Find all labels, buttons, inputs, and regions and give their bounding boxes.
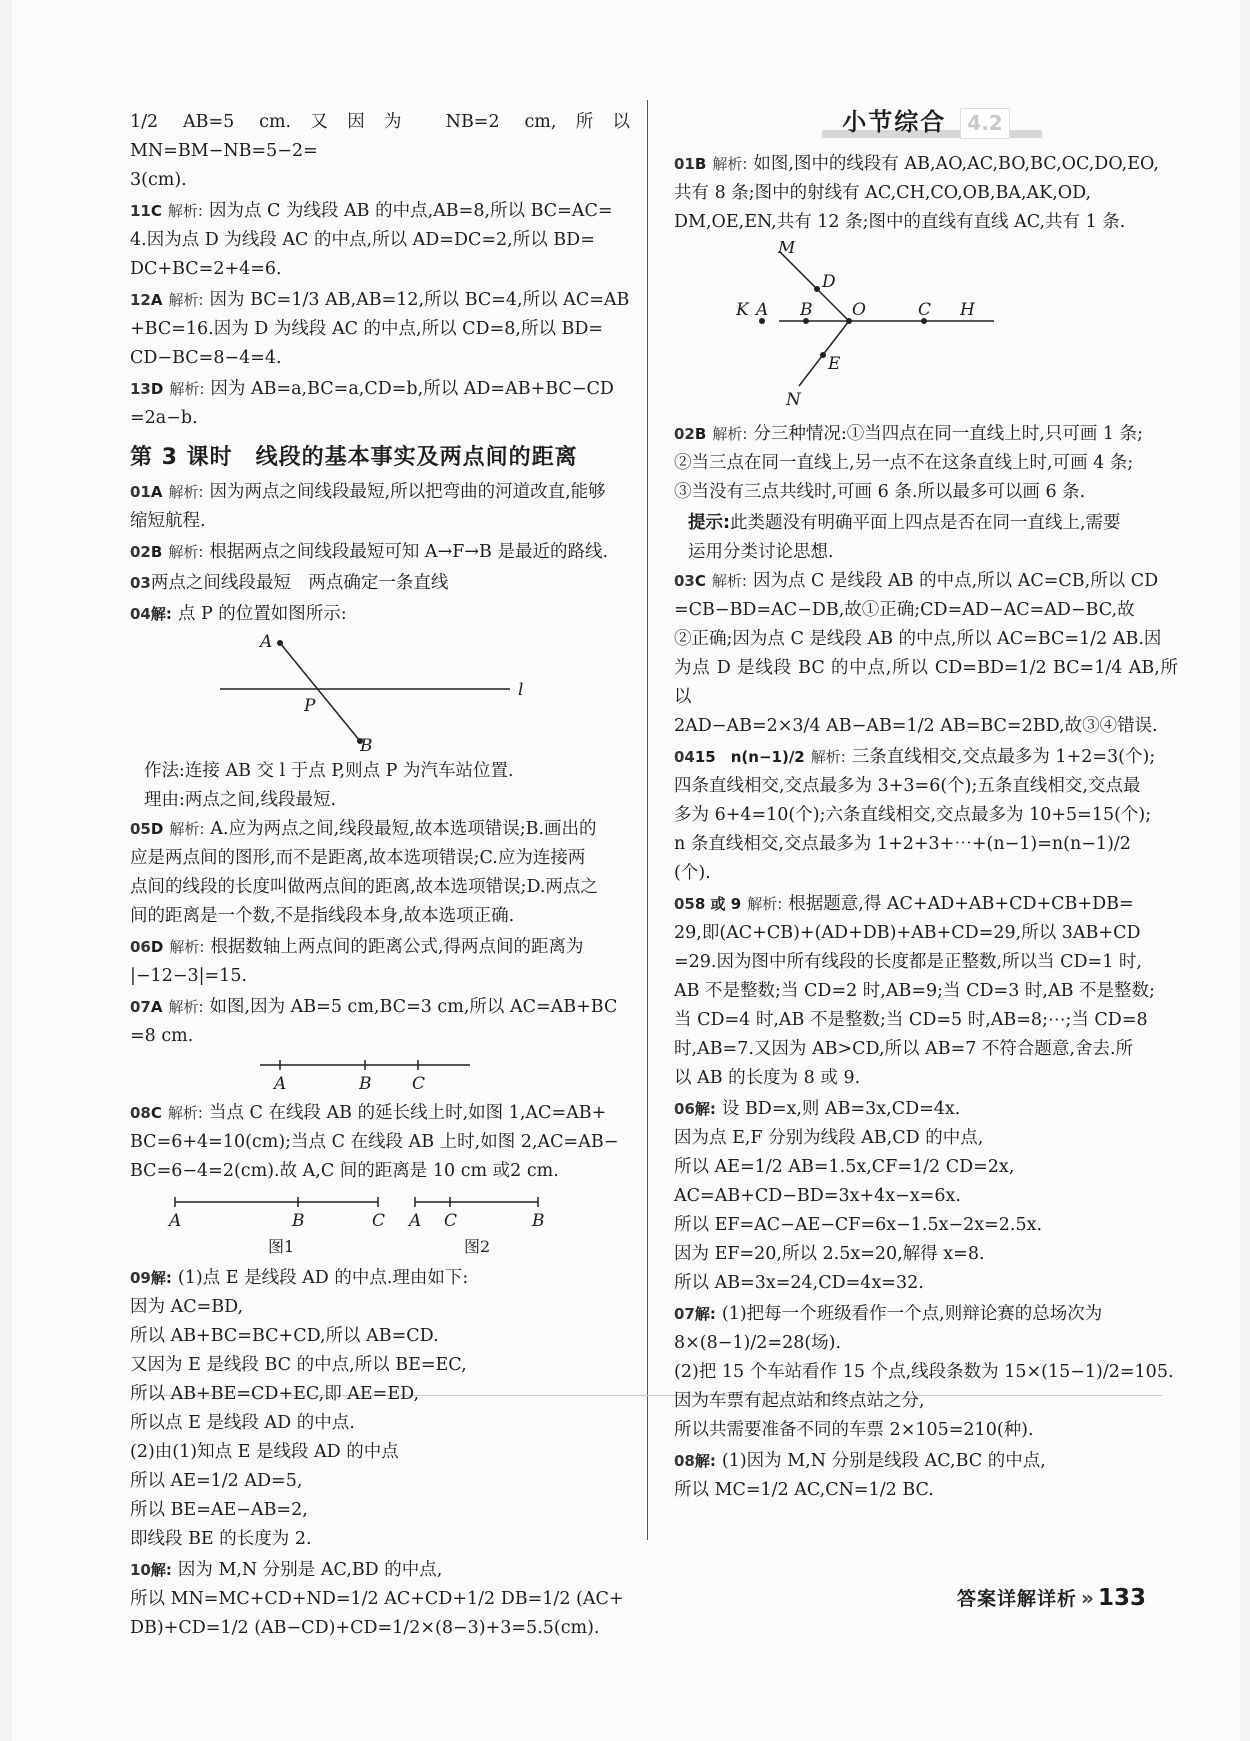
answer-item <box>674 150 1178 237</box>
item-line: 为点 D 是线段 BC 的中点,所以 CD=BD=1/2 BC=1/4 AB,所以 <box>674 658 1178 707</box>
item-line: 共有 8 条;图中的射线有 AC,CH,CO,OB,BA,AK,OD, <box>674 183 1092 203</box>
item-line: BC=6+4=10(cm);当点 C 在线段 AB 上时,如图 2,AC=AB− <box>130 1132 619 1152</box>
item-line: 即线段 BE 的长度为 2. <box>130 1529 312 1549</box>
item-answer: 解: <box>150 1269 172 1287</box>
answer-item <box>130 375 630 433</box>
item-line: DC+BC=2+4=6. <box>130 259 282 279</box>
item-line: 以 AB 的长度为 8 或 9. <box>674 1068 861 1088</box>
item-line: 因为两点之间线段最短,所以把弯曲的河道改直,能够 <box>209 482 606 502</box>
item-keyword: 解析: <box>747 895 783 913</box>
item-line: 根据数轴上两点间的距离公式,得两点间的距离为 <box>210 937 584 957</box>
label-a: A <box>260 633 273 652</box>
section-badge: 4.2 <box>960 108 1009 139</box>
figure-08 <box>130 1190 610 1260</box>
item-line: 2AD−AB=2×3/4 AB−AB=1/2 AB=BC=2BD,故③④错误. <box>674 716 1158 736</box>
answer-item <box>130 108 630 195</box>
item-line: 8×(8−1)/2=28(场). <box>674 1333 842 1353</box>
section-title: 小节综合 <box>842 108 947 136</box>
item-number: 01 <box>674 155 695 173</box>
item-answer: D <box>150 820 164 838</box>
answer-item <box>674 743 1178 888</box>
item-line: (个). <box>674 863 711 883</box>
segment-ab <box>280 643 360 741</box>
item-line: 分三种情况:①当四点在同一直线上时,只可画 1 条; <box>753 424 1143 444</box>
right-items-1 <box>674 150 1178 237</box>
item-line: 因为 AB=a,BC=a,CD=b,所以 AD=AB+BC−CD <box>210 379 614 399</box>
item-line: =CB−BD=AC−DB,故①正确;CD=AD−AC=AD−BC,故 <box>674 600 1135 620</box>
text-line: 作法:连接 AB 交 l 于点 P,则点 P 为汽车站位置. <box>144 761 514 781</box>
section-header <box>674 108 1178 142</box>
item-number: 13 <box>130 380 151 398</box>
label-c: C <box>412 1074 426 1094</box>
item-answer: D <box>150 380 164 398</box>
item-line: ②当三点在同一直线上,另一点不在这条直线上时,可画 4 条; <box>674 453 1134 473</box>
item-number: 06 <box>674 1100 695 1118</box>
item-line: 如图,图中的线段有 AB,AO,AC,BO,BC,OC,DO,EO, <box>753 154 1159 174</box>
label-m: M <box>778 241 796 258</box>
item-answer: 解: <box>694 1305 716 1323</box>
item-answer: 15 n(n−1)/2 <box>694 748 805 766</box>
item-answer: D <box>150 938 164 956</box>
item-line: 间的距离是一个数,不是指线段本身,故本选项正确. <box>130 906 515 926</box>
item-line: 两点之间线段最短 两点确定一条直线 <box>150 573 449 593</box>
ray-od <box>779 251 849 321</box>
item-keyword: 解析: <box>712 425 748 443</box>
item-answer: B <box>150 543 163 561</box>
left-items-4 <box>130 815 630 1051</box>
item-keyword: 解析: <box>167 202 203 220</box>
item-line: 所以 MN=MC+CD+ND=1/2 AC+CD+1/2 DB=1/2 (AC+ <box>130 1589 624 1609</box>
item-line: 因为 M,N 分别是 AC,BD 的中点, <box>177 1560 443 1580</box>
item-line: 所以 AB+BC=BC+CD,所以 AB=CD. <box>130 1326 439 1346</box>
page-footer <box>957 1584 1146 1611</box>
item-line: (1)把每一个班级看作一个点,则辩论赛的总场次为 <box>721 1304 1103 1324</box>
answer-item <box>130 538 630 567</box>
item-line: 当 CD=4 时,AB 不是整数;当 CD=5 时,AB=8;⋯;当 CD=8 <box>674 1010 1148 1030</box>
item-line: 如图,因为 AB=5 cm,BC=3 cm,所以 AC=AB+BC <box>209 997 618 1017</box>
item-line: 根据两点之间线段最短可知 A→F→B 是最近的路线. <box>209 542 609 562</box>
answer-item <box>130 569 630 598</box>
answer-item <box>674 567 1178 741</box>
figure-01 <box>674 241 1174 416</box>
item-number: 07 <box>130 998 151 1016</box>
item-line: 3(cm). <box>130 170 187 190</box>
page <box>12 0 1240 1741</box>
item-keyword: 解析: <box>168 291 204 309</box>
label-o: O <box>852 300 866 320</box>
label-c: C <box>918 300 932 320</box>
item-answer: B <box>694 155 707 173</box>
item-keyword: 解析: <box>169 820 205 838</box>
item-answer: 8 或 9 <box>694 895 742 913</box>
answer-item <box>130 600 630 629</box>
item-keyword: 解析: <box>712 155 748 173</box>
left-items-2 <box>130 478 630 629</box>
item-line: 又因为 E 是线段 BC 的中点,所以 BE=EC, <box>130 1355 467 1375</box>
column-divider <box>647 100 648 1540</box>
answer-item <box>674 1300 1178 1445</box>
item-number: 05 <box>674 895 695 913</box>
label-b: B <box>800 300 813 320</box>
item-line: 所以 AE=1/2 AB=1.5x,CF=1/2 CD=2x, <box>674 1157 1015 1177</box>
answer-item <box>130 933 630 991</box>
item-line: 所以共需要准备不同的车票 2×105=210(种). <box>674 1420 1034 1440</box>
item-line: 所以 AB+BE=CD+EC,即 AE=ED, <box>130 1384 420 1404</box>
item-line: 所以 EF=AC−AE−CF=6x−1.5x−2x=2.5x. <box>674 1215 1043 1235</box>
item-number: 02 <box>130 543 151 561</box>
item-line: 所以 AE=1/2 AD=5, <box>130 1471 303 1491</box>
item-line: 四条直线相交,交点最多为 3+3=6(个);五条直线相交,交点最 <box>674 776 1141 796</box>
answer-item <box>674 890 1178 1093</box>
item-line: 所以 BE=AE−AB=2, <box>130 1500 308 1520</box>
item-line: n 条直线相交,交点最多为 1+2+3+⋯+(n−1)=n(n−1)/2 <box>674 834 1131 854</box>
item-number: 03 <box>130 574 151 592</box>
footer-label: 答案详解详析 <box>957 1588 1078 1610</box>
label-k: K <box>736 300 749 320</box>
answer-item <box>130 1099 630 1186</box>
item-line: |−12−3|=15. <box>130 966 248 986</box>
item-line: DB)+CD=1/2 (AB−CD)+CD=1/2×(8−3)+3=5.5(cm). <box>130 1618 600 1638</box>
answer-item <box>130 993 630 1051</box>
item-keyword: 解析: <box>169 380 205 398</box>
answer-item <box>130 478 630 536</box>
label-h: H <box>960 300 975 320</box>
fig2-label-c: C <box>444 1211 458 1231</box>
item-number: 11 <box>130 202 151 220</box>
item-line: 1/2 AB=5 cm.又因为 NB=2 cm,所以 MN=BM−NB=5−2= <box>130 112 630 161</box>
tip-box <box>674 509 1178 567</box>
label-b: B <box>359 1074 372 1094</box>
item-line: =29.因为图中所有线段的长度都是正整数,所以当 CD=1 时, <box>674 952 1142 972</box>
fig1-caption: 图1 <box>268 1237 295 1256</box>
item-line: 根据题意,得 AC+AD+AB+CD+CB+DB= <box>788 894 1134 914</box>
answer-item <box>130 197 630 284</box>
item-line: +BC=16.因为 D 为线段 AC 的中点,所以 CD=8,所以 BD= <box>130 319 604 339</box>
item-line: 点间的线段的长度叫做两点间的距离,故本选项错误;D.两点之 <box>130 877 598 897</box>
item-line: =8 cm. <box>130 1026 194 1046</box>
fig2-label-b: B <box>532 1211 545 1231</box>
item-line: 因为点 E,F 分别为线段 AB,CD 的中点, <box>674 1128 984 1148</box>
item-line: 时,AB=7.又因为 AB>CD,所以 AB=7 不符合题意,舍去.所 <box>674 1039 1134 1059</box>
item-answer: C <box>150 202 162 220</box>
item-line: DM,OE,EN,共有 12 条;图中的直线有直线 AC,共有 1 条. <box>674 212 1126 232</box>
item-answer: B <box>694 425 707 443</box>
label-e: E <box>828 354 841 374</box>
label-p: P <box>304 696 316 716</box>
item-number: 06 <box>130 938 151 956</box>
right-column <box>674 108 1178 1507</box>
item-answer: 解: <box>150 1561 172 1579</box>
left-items-1 <box>130 108 630 433</box>
page-number: 133 <box>1097 1585 1146 1611</box>
item-line: (2)由(1)知点 E 是线段 AD 的中点 <box>130 1442 399 1462</box>
fig2-label-a: A <box>409 1211 422 1231</box>
footer-arrow-icon: » <box>1081 1586 1094 1610</box>
item-answer: C <box>694 572 706 590</box>
point-a <box>277 640 283 646</box>
item-line: ③当没有三点共线时,可画 6 条.所以最多可以画 6 条. <box>674 482 1086 502</box>
item-number: 01 <box>130 483 151 501</box>
item-keyword: 解析: <box>711 572 747 590</box>
item-answer: A <box>150 483 163 501</box>
item-line: 三条直线相交,交点最多为 1+2=3(个); <box>851 747 1156 767</box>
answer-item <box>130 1264 630 1554</box>
left-column <box>130 108 630 1645</box>
item-number: 12 <box>130 291 151 309</box>
item-line: 因为 BC=1/3 AB,AB=12,所以 BC=4,所以 AC=AB <box>209 290 630 310</box>
item-answer: 解: <box>150 605 172 623</box>
item-line: 29,即(AC+CB)+(AD+DB)+AB+CD=29,所以 3AB+CD <box>674 923 1141 943</box>
item-number: 10 <box>130 1561 151 1579</box>
label-b: B <box>360 736 373 753</box>
left-items-5 <box>130 1099 630 1186</box>
item-line: =2a−b. <box>130 408 198 428</box>
tip-label: 提示: <box>688 513 730 533</box>
item-answer: C <box>150 1104 162 1122</box>
fig2-caption: 图2 <box>464 1237 491 1256</box>
answer-item <box>674 420 1178 507</box>
item-line: 因为点 C 是线段 AB 的中点,所以 AC=CB,所以 CD <box>752 571 1159 591</box>
item-keyword: 解析: <box>168 543 204 561</box>
item-line: 当点 C 在线段 AB 的延长线上时,如图 1,AC=AB+ <box>208 1103 607 1123</box>
tip-line-1: 此类题没有明确平面上四点是否在同一直线上,需要 <box>730 513 1121 533</box>
label-a: A <box>756 300 769 320</box>
item-line: (1)因为 M,N 分别是线段 AC,BC 的中点, <box>721 1451 1046 1471</box>
item-line: 应是两点间的图形,而不是距离,故本选项错误;C.应为连接两 <box>130 848 586 868</box>
item-number: 04 <box>674 748 695 766</box>
text-line: 理由:两点之间,线段最短. <box>144 790 337 810</box>
item-number: 05 <box>130 820 151 838</box>
item-line: 因为 EF=20,所以 2.5x=20,解得 x=8. <box>674 1244 985 1264</box>
item-line: BC=6−4=2(cm).故 A,C 间的距离是 10 cm 或2 cm. <box>130 1161 559 1181</box>
label-n: N <box>786 390 801 410</box>
item-line: 4.因为点 D 为线段 AC 的中点,所以 AD=DC=2,所以 BD= <box>130 230 595 250</box>
item-line: ②正确;因为点 C 是线段 AB 的中点,所以 AC=BC=1/2 AB.因 <box>674 629 1162 649</box>
item-number: 07 <box>674 1305 695 1323</box>
left-items-3 <box>130 757 630 815</box>
right-items-2 <box>674 420 1178 507</box>
item-number: 03 <box>674 572 695 590</box>
item-line: 所以点 E 是线段 AD 的中点. <box>130 1413 355 1433</box>
item-keyword: 解析: <box>168 998 204 1016</box>
lesson-title: 第 3 课时 线段的基本事实及两点间的距离 <box>130 445 578 470</box>
item-keyword: 解析: <box>167 1104 203 1122</box>
point-e <box>820 352 826 358</box>
item-answer: 解: <box>694 1452 716 1470</box>
label-a: A <box>274 1074 287 1094</box>
label-d: D <box>822 272 836 292</box>
item-keyword: 解析: <box>810 748 846 766</box>
item-answer: 解: <box>694 1100 716 1118</box>
label-l: l <box>518 680 524 700</box>
item-line: (1)点 E 是线段 AD 的中点.理由如下: <box>177 1268 469 1288</box>
item-line: (2)把 15 个车站看作 15 个点,线段条数为 15×(15−1)/2=105. <box>674 1362 1174 1382</box>
item-line: AB 不是整数;当 CD=2 时,AB=9;当 CD=3 时,AB 不是整数; <box>674 981 1155 1001</box>
item-keyword: 解析: <box>169 938 205 956</box>
item-line: 点 P 的位置如图所示: <box>177 604 347 624</box>
answer-item <box>130 815 630 931</box>
item-line: 因为点 C 为线段 AB 的中点,AB=8,所以 BC=AC= <box>208 201 613 221</box>
item-line: 所以 AB=3x=24,CD=4x=32. <box>674 1273 924 1293</box>
item-answer: A <box>150 998 163 1016</box>
item-line: 缩短航程. <box>130 511 206 531</box>
item-line: A.应为两点之间,线段最短,故本选项错误;B.画出的 <box>210 819 597 839</box>
item-number: 08 <box>674 1452 695 1470</box>
fig1-label-c: C <box>372 1211 386 1231</box>
left-items-6 <box>130 1264 630 1643</box>
item-keyword: 解析: <box>168 483 204 501</box>
point-d <box>814 286 820 292</box>
item-line: 多为 6+4=10(个);六条直线相交,交点最多为 10+5=15(个); <box>674 805 1152 825</box>
item-number: 08 <box>130 1104 151 1122</box>
figure-07 <box>130 1055 610 1095</box>
answer-item <box>130 286 630 373</box>
item-answer: A <box>150 291 163 309</box>
fig1-label-b: B <box>292 1211 305 1231</box>
right-items-3 <box>674 567 1178 1505</box>
answer-item <box>130 1556 630 1643</box>
answer-item <box>674 1095 1178 1298</box>
fig1-label-a: A <box>169 1211 182 1231</box>
item-number: 09 <box>130 1269 151 1287</box>
item-number: 02 <box>674 425 695 443</box>
figure-04 <box>130 633 610 753</box>
item-line: CD−BC=8−4=4. <box>130 348 282 368</box>
tip-line-2: 运用分类讨论思想. <box>688 542 834 562</box>
item-line: 设 BD=x,则 AB=3x,CD=4x. <box>721 1099 961 1119</box>
item-line: 所以 MC=1/2 AC,CN=1/2 BC. <box>674 1480 934 1500</box>
item-line: 因为 AC=BD, <box>130 1297 244 1317</box>
item-number: 04 <box>130 605 151 623</box>
item-line: 因为车票有起点站和终点站之分, <box>674 1391 925 1411</box>
answer-item <box>674 1447 1178 1505</box>
item-line: AC=AB+CD−BD=3x+4x−x=6x. <box>674 1186 961 1206</box>
